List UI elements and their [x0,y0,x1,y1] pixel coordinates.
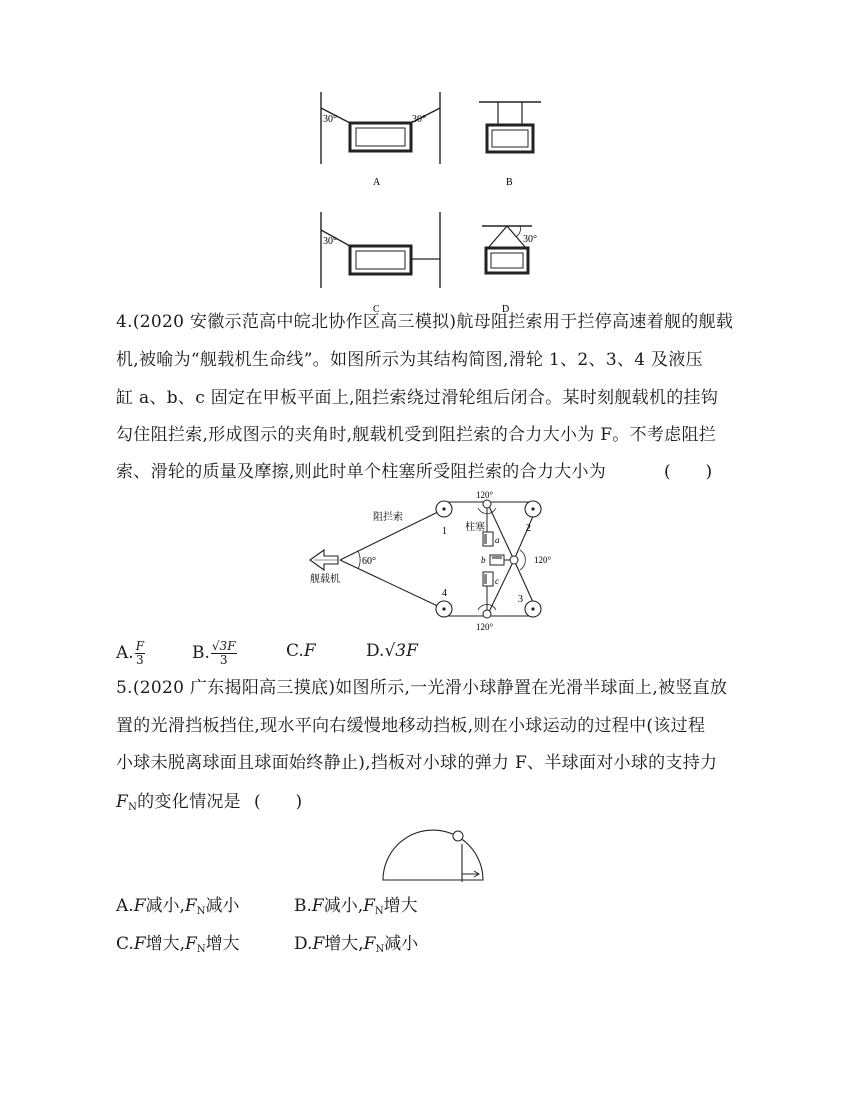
q5-line-3: 小球未脱离球面且球面始终静止),挡板对小球的弹力 F、半球面对小球的支持力 [116,753,718,773]
label-cylinder-b: b [481,555,486,565]
label-angle-top: 120° [476,490,494,500]
fig-a-angle-right: 30° [412,114,426,125]
q5-option-d-fn: F [363,934,376,954]
q4-option-c-prefix: C. [286,641,304,661]
q4-option-b[interactable] [192,640,237,667]
label-pulley-2: 2 [526,523,531,534]
q4-option-b-num: √3F [211,639,236,653]
pulley-3 [525,601,541,617]
q4-option-c[interactable] [286,641,316,661]
q5-option-b[interactable] [294,896,418,922]
q4-option-d-text: √3F [384,641,418,661]
q4-option-b-fraction [211,640,237,667]
q5-option-d-f: F [312,934,325,954]
q5-line-4-text: 的变化情况是 [137,792,241,812]
q4-option-b-den: 3 [219,653,228,667]
pulley-2 [525,501,541,517]
q5-option-a-f: F [133,896,146,916]
label-pulley-3: 3 [518,594,523,605]
small-ball [453,831,463,841]
fig-a-label: A [373,177,381,188]
q5-line-2: 置的光滑挡板挡住,现水平向右缓慢地移动挡板,则在小球运动的过程中(该过程 [116,716,706,736]
q5-option-c-f-change: 增大, [145,934,186,954]
fig-d-angle: 30° [523,234,537,245]
hemisphere-figure [378,826,488,886]
q4-option-a-prefix: A. [116,643,134,663]
q5-option-c-fn-change: 增大 [205,934,240,954]
label-pulley-1: 1 [442,526,447,537]
q5-option-d-fn-change: 减小 [384,934,419,954]
q5-option-b-fn: F [363,896,375,916]
q5-option-c-prefix: C. [116,934,134,954]
q5-option-d-prefix: D. [294,934,313,954]
fig-c-angle-left: 30° [323,236,337,247]
q4-option-c-text: F [303,641,316,661]
q5-fn-sub: N [128,802,138,813]
fig-b-label: B [506,177,513,188]
aircraft-icon [310,550,338,570]
q4-option-d[interactable] [366,641,418,661]
q4-option-a-num: F [135,639,145,653]
q4-line-3: 缸 a、b、c 固定在甲板平面上,阻拦索绕过滑轮组后闭合。某时刻舰载机的挂钩 [116,388,719,408]
q5-option-b-fn-sub: N [374,906,384,917]
q5-option-a[interactable] [116,896,239,922]
q4-answer-bracket: ( ) [664,462,713,482]
q4-option-a[interactable] [116,640,145,667]
q5-option-b-prefix: B. [294,896,312,916]
q5-option-b-f-change: 减小, [323,896,364,916]
pulley-1 [436,501,452,517]
arresting-cable-figure [300,490,570,630]
figure-a [316,88,446,188]
label-aircraft: 舰载机 [310,574,340,585]
figure-b [475,96,545,188]
q4-line-5: 索、滑轮的质量及摩擦,则此时单个柱塞所受阻拦索的合力大小为 [116,462,607,482]
label-cylinder-a: a [495,535,500,545]
q5-option-b-fn-change: 增大 [383,896,418,916]
q5-option-b-f: F [311,896,324,916]
q5-answer-bracket: ( ) [254,792,303,812]
q5-fn-symbol: F [116,792,129,812]
label-angle-60: 60° [362,556,376,567]
q5-option-d-fn-sub: N [375,944,385,955]
q4-line-1: 4.(2020 安徽示范高中皖北协作区高三模拟)航母阻拦索用于拦停高速着舰的舰载 [116,312,734,332]
pulley-4 [436,601,452,617]
label-angle-bottom: 120° [476,622,494,632]
label-angle-right: 120° [534,555,552,565]
q5-option-a-fn-change: 减小 [205,896,240,916]
fig-c-label: C [373,304,380,315]
q5-option-a-prefix: A. [116,896,134,916]
label-cylinder-c: c [495,576,499,586]
fig-a-angle-left: 30° [323,114,337,125]
cylinder-b [490,555,510,565]
label-pulley-4: 4 [442,588,447,599]
q5-option-c-f: F [133,934,146,954]
q4-option-b-prefix: B. [192,643,210,663]
q5-option-d-f-change: 增大, [324,934,364,954]
q4-option-d-prefix: D. [366,641,385,661]
q5-option-c[interactable] [116,934,240,960]
q5-line-1: 5.(2020 广东揭阳高三摸底)如图所示,一光滑小球静置在光滑半球面上,被竖直放 [116,678,728,698]
q5-line-4 [116,792,241,818]
q4-option-a-den: 3 [136,653,144,667]
q5-option-a-fn-sub: N [196,906,206,917]
q5-option-a-f-change: 减小, [145,896,185,916]
figure-d [476,220,556,315]
label-plunger: 柱塞 [465,522,485,533]
q4-option-a-fraction [135,640,145,667]
q4-line-2: 机,被喻为“舰载机生命线”。如图所示为其结构简图,滑轮 1、2、3、4 及液压 [116,350,703,370]
fig-d-label: D [502,304,510,315]
q5-option-a-fn: F [184,896,197,916]
q5-option-c-fn: F [185,934,197,954]
q4-line-4: 勾住阻拦索,形成图示的夹角时,舰载机受到阻拦索的合力大小为 F。不考虑阻拦 [116,425,717,445]
q5-option-c-fn-sub: N [196,944,206,955]
q5-option-d[interactable] [294,934,418,960]
figure-c [316,208,446,318]
label-cable: 阻拦索 [373,512,403,523]
